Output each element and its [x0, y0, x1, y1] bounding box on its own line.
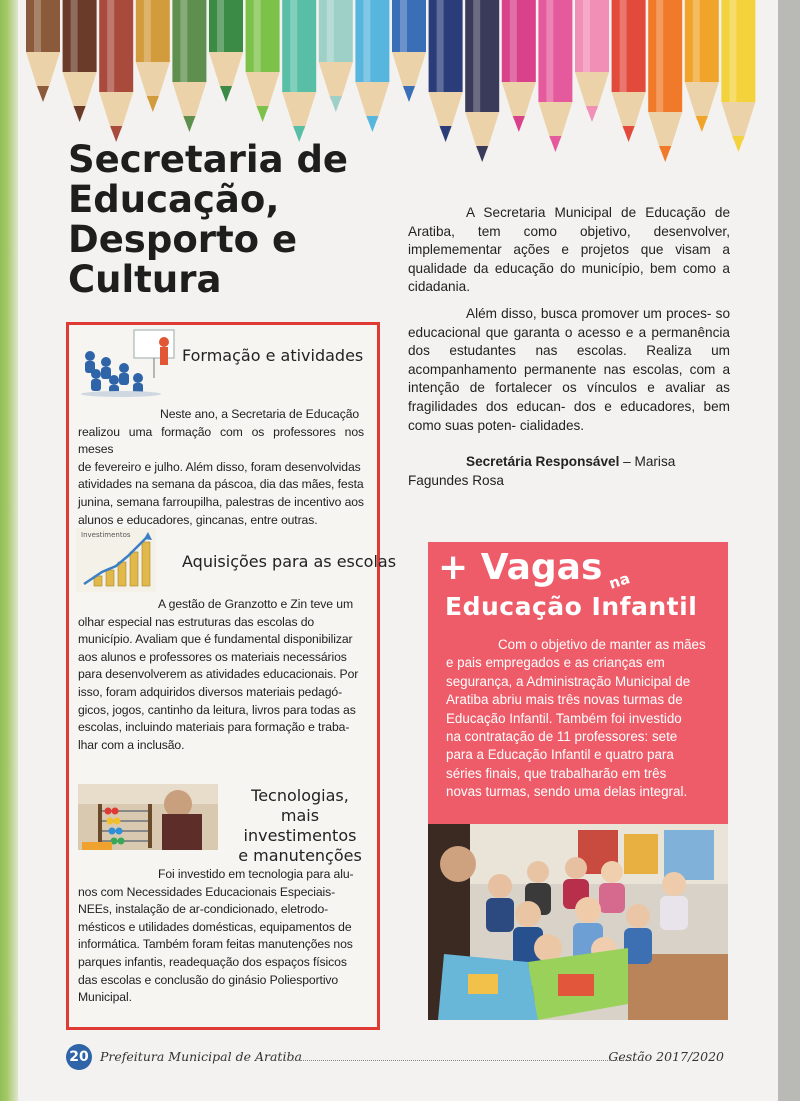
pencil [685, 0, 719, 132]
section-heading: Formação e atividades [182, 346, 364, 365]
section-heading: Aquisições para as escolas [182, 552, 397, 571]
paragraph [408, 204, 730, 297]
pencil [246, 0, 280, 122]
pencil [575, 0, 609, 122]
box-title-na: na [606, 569, 633, 593]
text-line: para a Educação Infantil e quatro para [446, 747, 674, 763]
page-title [68, 140, 368, 300]
pencil [136, 0, 170, 112]
text-line: mésticos e utilidades domésticas, equipamentos de [78, 919, 352, 934]
text-line: na contratação de 11 professores: sete [446, 729, 678, 745]
text-line: A gestão de Granzotto e Zin teve um [158, 597, 353, 611]
footer-publisher: Prefeitura Municipal de Aratiba [100, 1049, 302, 1064]
text-line: olhar especial nas estruturas das escolas do [78, 614, 315, 629]
text-line: informática. Também foram feitas manutenções nos [78, 937, 353, 952]
page-footer [66, 1044, 746, 1072]
page-number: 20 [66, 1044, 92, 1070]
text-line: Além disso, busca promover um proces- [466, 305, 712, 321]
heading-line: investimentos [243, 826, 357, 845]
pencil [392, 0, 426, 102]
binding-spine [0, 0, 18, 1101]
text-line: Municipal. [78, 990, 132, 1005]
title-line: Secretaria de [68, 138, 349, 181]
responsible-label: Secretária Responsável [466, 454, 620, 470]
pencil [648, 0, 682, 162]
text-line: junina, semana farroupilha, palestras de incentivo aos [78, 494, 364, 509]
pencil [282, 0, 316, 142]
pencil [612, 0, 646, 142]
text-line: escolas, incluindo materiais para formação e traba- [78, 720, 350, 735]
text-line: município. Avaliam que é fundamental disponibilizar [78, 632, 353, 647]
text-line: de fevereiro e julho. Além disso, foram desenvolvidas [78, 459, 361, 474]
responsible [408, 453, 730, 490]
text-line: implemementar ações e projetos que visam a [408, 242, 730, 258]
text-line: vínculos e avaliar as fragilidades dos educan- [408, 380, 730, 414]
section-heading [232, 786, 368, 866]
heading-line: e manutenções [238, 846, 362, 865]
pencil [721, 0, 755, 152]
section-body [78, 596, 364, 754]
illustration-label: Investimentos [81, 531, 131, 539]
text-line: parques infantis, readequação dos espaços físicos [78, 954, 347, 969]
responsible-name: Fagundes Rosa [408, 472, 504, 488]
text-line: aos alunos e professores os materiais necessários [78, 649, 347, 664]
text-line: Realiza um acompanhamento permanente [408, 343, 730, 377]
title-line: Cultura [68, 258, 222, 301]
section-body [78, 866, 364, 1007]
text-line: nas escolas, com a intenção de fortalecer os [408, 361, 731, 396]
text-line: Aratiba, tem como objetivo, desenvolver, [408, 223, 730, 239]
responsible-sep: – Marisa [619, 454, 676, 470]
pencil [63, 0, 97, 122]
text-line: e pais empregados e as crianças em [446, 655, 665, 671]
section-body [78, 406, 364, 529]
pencil [538, 0, 572, 152]
text-line: isso, foram adquiridos diversos materiais pedagó- [78, 684, 343, 699]
text-line: qualidade da educação do município, bem [408, 260, 677, 276]
intro-text [408, 204, 730, 498]
text-line: dos e educadores, bem como suas poten- [408, 398, 731, 433]
text-line: séries finais, que trabalharão em três [446, 765, 667, 781]
text-line: das escolas e conclusão do ginásio Poliesportivo [78, 972, 339, 987]
paragraph [408, 305, 730, 435]
pencil [26, 0, 60, 102]
magazine-page [18, 0, 778, 1101]
text-line: Neste ano, a Secretaria de Educação [160, 407, 360, 421]
pencil [209, 0, 243, 102]
page-edge [778, 0, 800, 1101]
text-line: alunos e educadores, gincanas, entre outras. [78, 512, 318, 527]
heading-line: Tecnologias, mais [251, 786, 349, 825]
box-title: + Vagas [438, 547, 603, 588]
text-line: permanência dos estudantes nas escolas. [408, 324, 730, 359]
pencil [99, 0, 133, 142]
text-line: segurança, a Administração Municipal de [446, 673, 691, 689]
text-line: lhar com a inclusão. [78, 737, 185, 752]
pencil [502, 0, 536, 132]
box-subtitle: Educação Infantil [445, 592, 698, 621]
footer-leader [278, 1060, 634, 1061]
text-line: realizou uma formação com os professores nos meses [78, 424, 364, 457]
text-line: Educação Infantil. Também foi investido [446, 710, 682, 726]
meeting-illustration [76, 328, 186, 398]
abacus-photo [78, 784, 218, 850]
pencil [465, 0, 499, 162]
text-line: Com o objetivo de manter as mães [498, 637, 706, 652]
text-line: Aratiba abriu mais três novas turmas de [446, 692, 683, 708]
text-line: gicos, jogos, cantinho da leitura, livros para todas as [78, 702, 356, 717]
pencil [319, 0, 353, 112]
text-line: novas turmas, sendo uma delas integral. [446, 784, 688, 800]
text-line: para desenvolverem as atividades educacionais. Por [78, 667, 359, 682]
text-line: so educacional que garanta o acesso e a [408, 305, 730, 340]
footer-term: Gestão 2017/2020 [608, 1049, 724, 1064]
title-line: Educação, [68, 178, 280, 221]
pencil [429, 0, 463, 142]
text-line: nos com Necessidades Educacionais Especiais- [78, 884, 336, 899]
text-line: como a cidadania. [408, 260, 730, 295]
text-line: atividades na semana da páscoa, dia das mães, festa [78, 477, 364, 492]
text-line: Foi investido em tecnologia para alu- [158, 867, 354, 881]
text-line: A Secretaria Municipal de Educação de [466, 205, 730, 220]
title-line: Desporto e [68, 218, 298, 261]
box-body [446, 636, 714, 802]
pencil [355, 0, 389, 132]
pencil [172, 0, 206, 132]
children-reading-photo [428, 824, 728, 1020]
text-line: cialidades. [519, 417, 585, 433]
text-line: NEEs, instalação de ar-condicionado, eletrodo- [78, 902, 329, 917]
